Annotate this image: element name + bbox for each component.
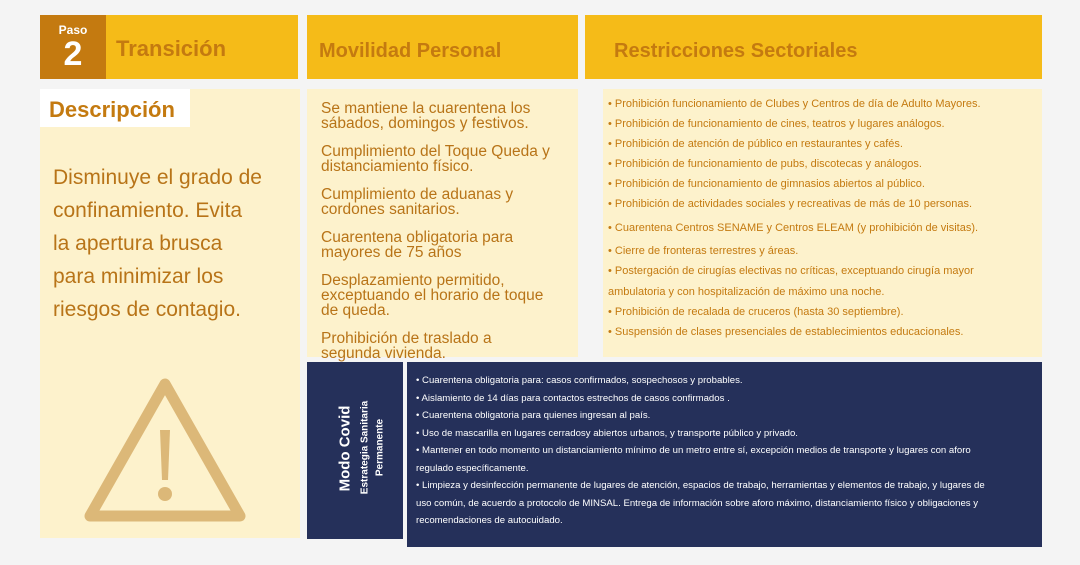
movilidad-line: exceptuando el horario de toque (321, 287, 544, 304)
descripcion-line: Disminuye el grado de (53, 166, 262, 189)
movilidad-line: Se mantiene la cuarentena los (321, 100, 531, 117)
modo-covid-subtitle-1: Estrategia Sanitaria (359, 400, 371, 495)
list-item (321, 101, 576, 131)
list-item: • Prohibición de recalada de cruceros (hasta 30 septiembre). (608, 305, 1038, 319)
list-item: • Prohibición de funcionamiento de cines, teatros y lugares análogos. (608, 117, 1038, 131)
list-item (321, 230, 576, 260)
list-item (321, 331, 576, 361)
movilidad-line: Prohibición de traslado a (321, 330, 492, 347)
restricciones-list (608, 97, 1038, 339)
list-item: • Prohibición funcionamiento de Clubes y Centros de día de Adulto Mayores. (608, 97, 1038, 111)
restricciones-title: Restricciones Sectoriales (614, 40, 858, 62)
list-item: • Postergación de cirugías electivas no críticas, exceptuando cirugía mayor (608, 264, 1038, 278)
movilidad-title: Movilidad Personal (319, 40, 502, 62)
descripcion-title: Descripción (49, 97, 175, 122)
list-item: • Prohibición de funcionamiento de pubs, discotecas y análogos. (608, 157, 1038, 171)
movilidad-line: segunda vivienda. (321, 345, 446, 362)
list-item: • Prohibición de funcionamiento de gimnasios abiertos al público. (608, 177, 1038, 191)
list-item (321, 187, 576, 217)
list-item: • Prohibición de actividades sociales y recreativas de más de 10 personas. (608, 197, 1038, 211)
list-item: • Suspensión de clases presenciales de establecimientos educacionales. (608, 325, 1038, 339)
step-number: 2 (63, 35, 83, 73)
list-item: recomendaciones de autocuidado. (416, 515, 563, 526)
list-item: • Cierre de fronteras terrestres y áreas. (608, 244, 1038, 258)
step-label: Paso (58, 23, 88, 37)
descripcion-text (53, 161, 298, 326)
list-item: • Mantener en todo momento un distanciamiento mínimo de un metro entre sí, excepción medios de transporte y lugares con aforo (416, 442, 1036, 460)
movilidad-line: Cumplimiento del Toque Queda y (321, 143, 550, 160)
warning-triangle-icon (80, 372, 250, 524)
descripcion-line: para minimizar los (53, 265, 224, 288)
list-item: ambulatoria y con hospitalización de máximo una noche. (608, 286, 885, 298)
descripcion-line: riesgos de contagio. (53, 298, 241, 321)
movilidad-line: cordones sanitarios. (321, 201, 460, 218)
movilidad-line: Cumplimiento de aduanas y (321, 186, 514, 203)
list-item: • Uso de mascarilla en lugares cerradosy abiertos urbanos, y transporte público y privado. (416, 425, 1036, 443)
movilidad-line: sábados, domingos y festivos. (321, 115, 529, 132)
list-item: • Prohibición de atención de público en restaurantes y cafés. (608, 137, 1038, 151)
movilidad-line: distanciamiento físico. (321, 158, 474, 175)
list-item: • Cuarentena obligatoria para: casos confirmados, sospechosos y probables. (416, 372, 1036, 390)
list-item: • Cuarentena Centros SENAME y Centros ELEAM (y prohibición de visitas). (608, 221, 1038, 235)
modo-covid-subtitle-2: Permanente (374, 418, 386, 477)
step-title: Transición (116, 36, 227, 61)
list-item (321, 273, 576, 318)
descripcion-line: la apertura brusca (53, 232, 223, 255)
list-item: • Limpieza y desinfección permanente de lugares de atención, espacios de trabajo, herramientas y elementos de trabajo, y lugares de (416, 477, 1036, 495)
movilidad-line: Desplazamiento permitido, (321, 272, 505, 289)
step-badge (40, 15, 106, 79)
movilidad-line: de queda. (321, 302, 390, 319)
movilidad-list (321, 101, 576, 374)
movilidad-line: Cuarentena obligatoria para (321, 229, 514, 246)
list-item: uso común, de acuerdo a protocolo de MINSAL. Entrega de información sobre aforo máximo, distanciamiento físico y obligaciones y (416, 497, 979, 509)
modo-covid-title: Modo Covid (336, 405, 354, 492)
list-item: • Aislamiento de 14 días para contactos estrechos de casos confirmados . (416, 390, 1036, 408)
movilidad-line: mayores de 75 años (321, 244, 462, 261)
list-item (321, 144, 576, 174)
descripcion-line: confinamiento. Evita (53, 199, 243, 222)
list-item: • Cuarentena obligatoria para quienes ingresan al país. (416, 407, 1036, 425)
modo-covid-list (416, 372, 1036, 530)
modo-covid-labels (307, 362, 403, 539)
list-item: regulado específicamente. (416, 462, 529, 474)
